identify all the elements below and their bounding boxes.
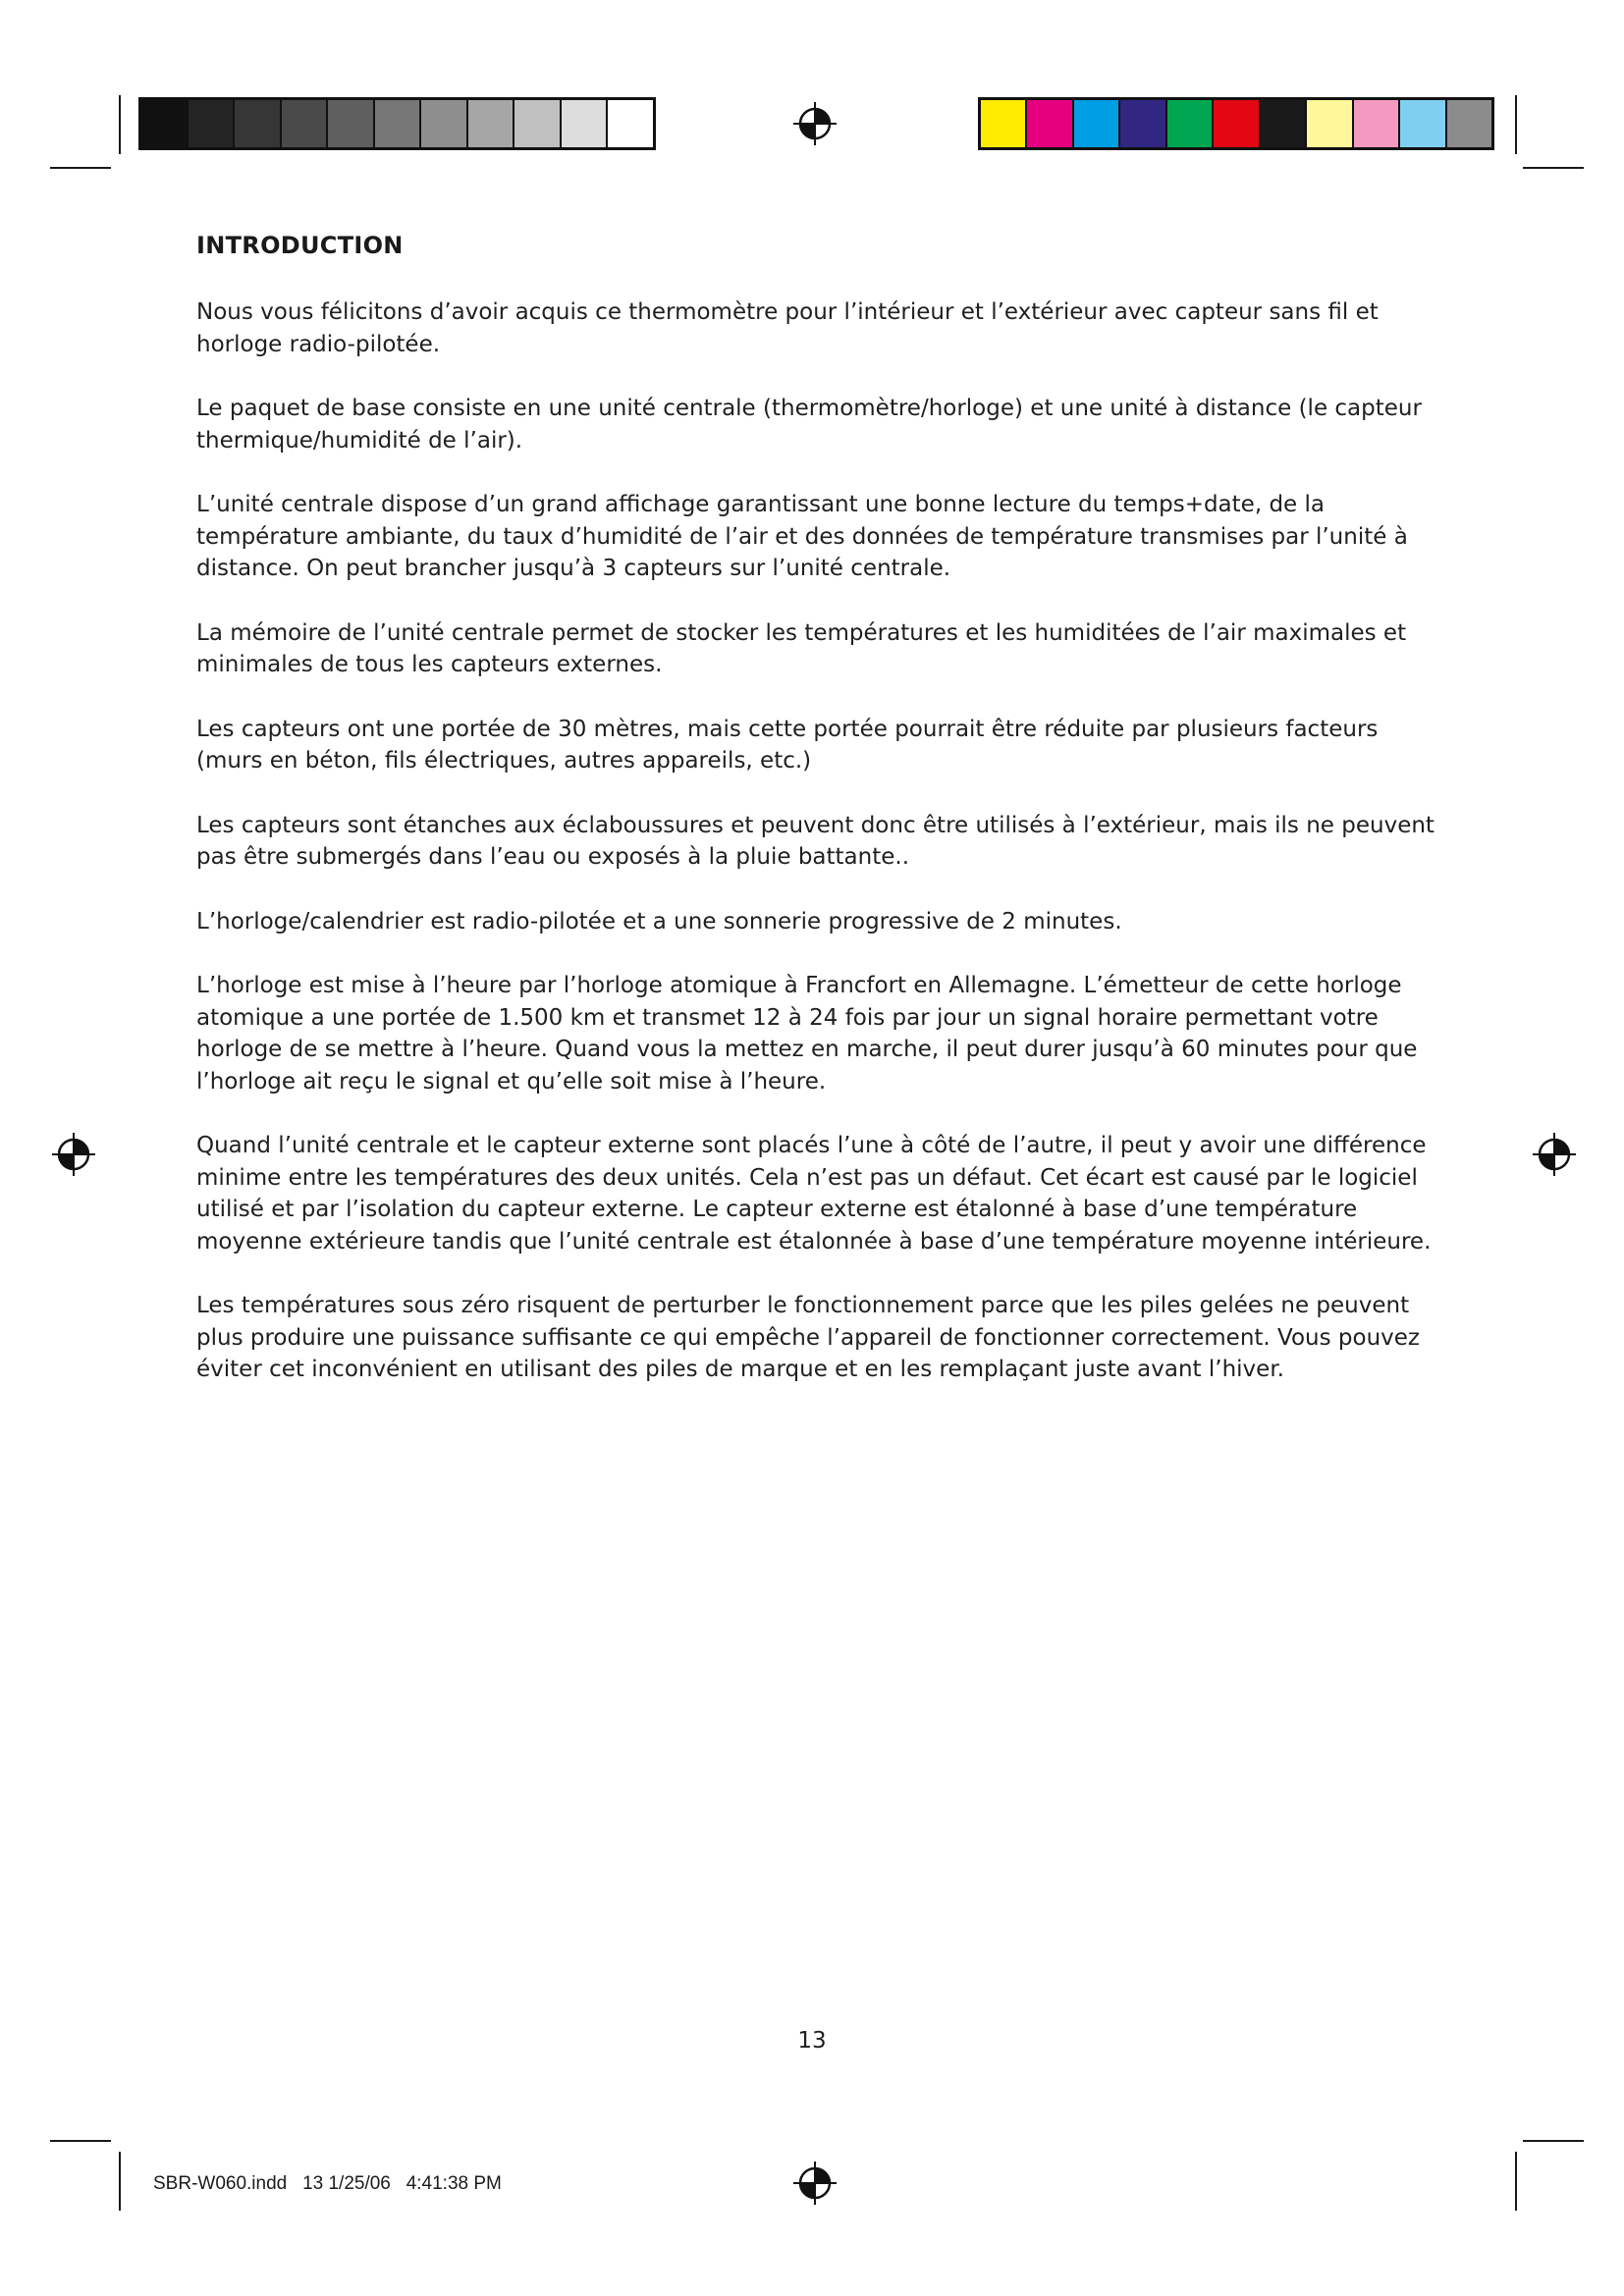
color-swatch	[1120, 100, 1166, 147]
registration-mark-left-icon	[50, 1131, 97, 1178]
paragraph: L’horloge/calendrier est radio-pilotée et a une sonnerie progressive de 2 minutes.	[196, 908, 1122, 934]
crop-mark-bottom-left-horizontal	[50, 2140, 111, 2142]
color-swatch	[1400, 100, 1446, 147]
color-swatch	[562, 100, 609, 147]
section-heading: INTRODUCTION	[196, 232, 404, 259]
document-body	[196, 232, 1435, 1418]
color-swatch	[375, 100, 422, 147]
color-swatch	[1167, 100, 1214, 147]
paragraph: L’unité centrale dispose d’un grand affichage garantissant une bonne lecture du temps+date, de la température ambiante, du taux d’humidité de l’air et des données de température transmises par l’unité à distance. On peut brancher jusqu’à 3 capteurs sur l’unité centrale.	[196, 492, 1408, 581]
paragraph: Les capteurs ont une portée de 30 mètres, mais cette portée pourrait être réduite par plusieurs facteurs (murs en béton, fils électriques, autres appareils, etc.)	[196, 716, 1379, 774]
color-swatch	[514, 100, 562, 147]
registration-mark-top-icon	[791, 100, 839, 147]
crop-mark-bottom-right-horizontal	[1523, 2140, 1584, 2142]
color-swatch	[235, 100, 282, 147]
color-calibration-bar	[978, 97, 1494, 150]
color-swatch	[1261, 100, 1307, 147]
color-swatch	[421, 100, 468, 147]
print-slug: SBR-W060.indd 13 1/25/06 4:41:38 PM	[153, 2173, 502, 2194]
color-swatch	[608, 100, 653, 147]
paragraph: Le paquet de base consiste en une unité centrale (thermomètre/horloge) et une unité à distance (le capteur thermique/humidité de l’air).	[196, 396, 1422, 454]
crop-mark-top-right-vertical	[1515, 95, 1517, 154]
color-swatch	[1027, 100, 1073, 147]
color-swatch	[1074, 100, 1120, 147]
paragraph: La mémoire de l’unité centrale permet de stocker les températures et les humiditées de l’air maximales et minimales de tous les capteurs externes.	[196, 619, 1407, 677]
registration-mark-bottom-icon	[791, 2160, 839, 2207]
color-swatch	[1214, 100, 1260, 147]
crop-mark-bottom-right-vertical	[1515, 2152, 1517, 2211]
paragraph: Quand l’unité centrale et le capteur externe sont placés l’une à côté de l’autre, il peut y avoir une différence minime entre les températures des deux unités. Cela n’est pas un défaut. Cet écart est causé par le logiciel utilisé et par l’isolation du capteur externe. Le capteur externe est étalonné à base d’une température moyenne extérieure tandis que l’unité centrale est étalonnée à base d’une température moyenne intérieure.	[196, 1133, 1432, 1255]
color-swatch	[1307, 100, 1353, 147]
color-swatch	[981, 100, 1027, 147]
crop-mark-bottom-left-vertical	[119, 2152, 121, 2211]
crop-mark-top-left-vertical	[119, 95, 121, 154]
color-swatch	[328, 100, 375, 147]
grayscale-calibration-bar	[138, 97, 656, 150]
crop-mark-top-left-horizontal	[50, 167, 111, 169]
page-number: 13	[797, 2028, 827, 2054]
color-swatch	[1447, 100, 1491, 147]
color-swatch	[141, 100, 189, 147]
color-swatch	[468, 100, 515, 147]
registration-mark-right-icon	[1531, 1131, 1578, 1178]
crop-mark-top-right-horizontal	[1523, 167, 1584, 169]
paragraph: L’horloge est mise à l’heure par l’horloge atomique à Francfort en Allemagne. L’émetteur de cette horloge atomique a une portée de 1.500 km et transmet 12 à 24 fois par jour un signal horaire permettant votre horloge de se mettre à l’heure. Quand vous la mettez en marche, il peut durer jusqu’à 60 minutes pour que l’horloge ait reçu le signal et qu’elle soit mise à l’heure.	[196, 973, 1418, 1095]
color-swatch	[189, 100, 236, 147]
paragraph: Les capteurs sont étanches aux éclaboussures et peuvent donc être utilisés à l’extérieur, mais ils ne peuvent pas être submergés dans l’eau ou exposés à la pluie battante..	[196, 812, 1435, 870]
color-swatch	[282, 100, 329, 147]
color-swatch	[1354, 100, 1400, 147]
paragraph: Nous vous félicitons d’avoir acquis ce thermomètre pour l’intérieur et l’extérieur avec capteur sans fil et horloge radio-pilotée.	[196, 299, 1379, 357]
paragraph: Les températures sous zéro risquent de perturber le fonctionnement parce que les piles gelées ne peuvent plus produire une puissance suffisante ce qui empêche l’appareil de fonctionner correctement. Vous pouvez éviter cet inconvénient en utilisant des piles de marque et en les remplaçant juste avant l’hiver.	[196, 1293, 1421, 1382]
